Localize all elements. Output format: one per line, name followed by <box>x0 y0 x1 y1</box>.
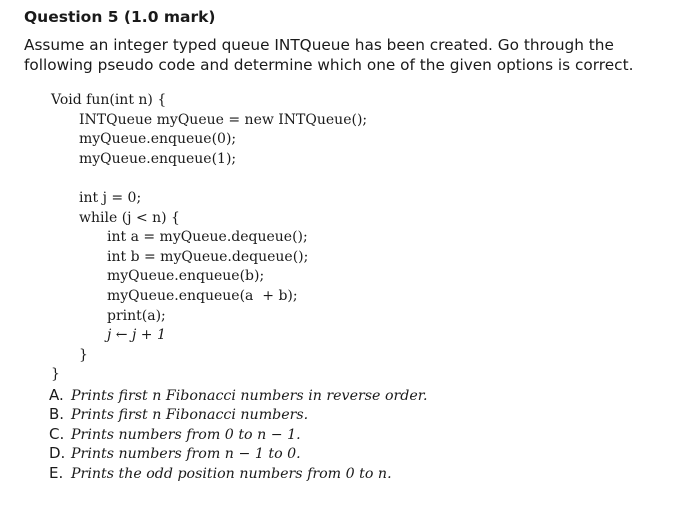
option-d[interactable] <box>49 444 427 463</box>
question-title: Question 5 (1.0 mark) <box>24 8 216 26</box>
code-line: int j = 0; <box>79 189 142 206</box>
code-line: } <box>79 346 88 363</box>
code-line: myQueue.enqueue(1); <box>79 150 237 167</box>
code-blank-line <box>51 169 367 189</box>
option-letter: C. <box>49 424 65 443</box>
code-line: } <box>51 366 60 383</box>
code-line: myQueue.enqueue(a + b); <box>107 287 298 304</box>
code-line: int a = myQueue.dequeue(); <box>107 229 308 246</box>
pseudo-code-block <box>51 91 367 385</box>
question-prompt <box>24 35 664 75</box>
code-line: myQueue.enqueue(0); <box>79 131 237 148</box>
option-letter: A. <box>49 386 64 404</box>
option-c[interactable] <box>49 425 427 444</box>
option-letter: B. <box>49 405 65 424</box>
code-line: j ← j + 1 <box>107 327 166 344</box>
code-line: INTQueue myQueue = new INTQueue(); <box>79 111 368 128</box>
option-text: Prints first n Fibonacci numbers in reverse order. <box>71 388 428 404</box>
code-line: print(a); <box>107 307 166 324</box>
option-b[interactable] <box>49 405 427 424</box>
code-line: int b = myQueue.dequeue(); <box>107 248 309 265</box>
option-letter: E. <box>49 463 64 482</box>
code-line: Void fun(int n) { <box>51 92 167 108</box>
code-line: while (j < n) { <box>79 209 180 226</box>
prompt-line: Assume an integer typed queue INTQueue has been created. Go through the <box>24 36 614 54</box>
answer-options <box>49 386 427 483</box>
code-line: myQueue.enqueue(b); <box>107 268 265 285</box>
option-letter: D. <box>49 444 66 463</box>
option-text: Prints numbers from n − 1 to 0. <box>71 446 301 463</box>
option-a[interactable] <box>49 386 427 405</box>
option-text: Prints numbers from 0 to n − 1. <box>71 426 301 443</box>
option-text: Prints first n Fibonacci numbers. <box>71 407 309 424</box>
option-e[interactable] <box>49 464 427 483</box>
prompt-line: following pseudo code and determine which one of the given options is correct. <box>24 56 634 74</box>
option-text: Prints the odd position numbers from 0 to n. <box>71 465 392 482</box>
